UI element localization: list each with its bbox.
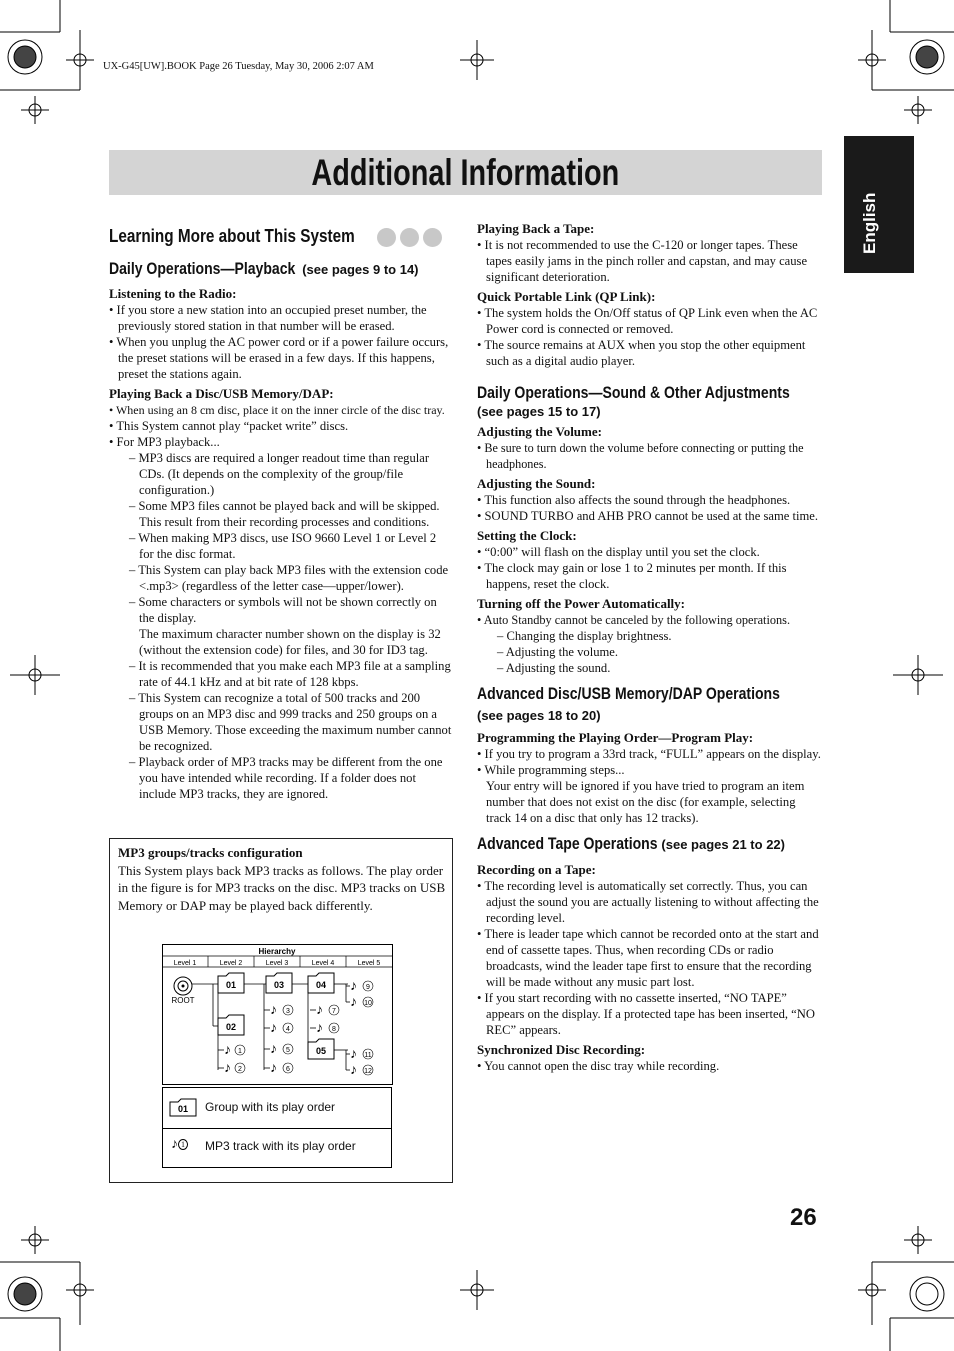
mp3-item: – Some characters or symbols will not be shown correctly on the display.: [129, 595, 437, 625]
sound-item: • SOUND TURBO and AHB PRO cannot be used at the same time.: [477, 509, 819, 523]
mp3-box-title: MP3 groups/tracks configuration: [118, 845, 303, 860]
music-note-icon: ♪: [270, 1019, 277, 1035]
folder-icon: [169, 1097, 197, 1117]
mp3-item: – This System can play back MP3 files with the extension code <.mp3> (regardless of the letter case—upper/lower).: [129, 563, 449, 593]
rec-item: • There is leader tape which cannot be recorded onto at the start and end of cassette tapes. Thus, when recording CDs or radio broadcasts, wind the leader tape first to ensure that the recording will be made without any music part lost.: [477, 927, 819, 989]
track-number: 9: [366, 984, 370, 991]
section-heading: Learning More about This System: [109, 226, 355, 246]
music-note-icon: ♪: [316, 1019, 323, 1035]
sound-item: • This function also affects the sound through the headphones.: [477, 493, 791, 507]
playback-body: [109, 286, 454, 802]
volume-title: Adjusting the Volume:: [477, 424, 602, 439]
prog-item: • If you try to program a 33rd track, “FULL” appears on the display.: [477, 747, 821, 761]
clock-item: • The clock may gain or lose 1 to 2 minutes per month. If this happens, reset the clock.: [477, 561, 787, 591]
group-number: 04: [315, 980, 327, 990]
radio-item: • When you unplug the AC power cord or if a power failure occurs, the preset stations will be erased in a few days. If this happens, preset the stations again.: [109, 335, 449, 381]
sync-title: Synchronized Disc Recording:: [477, 1042, 646, 1057]
mp3-item: – MP3 discs are required a longer readout time than regular CDs. (It depends on the complexity of the group/file configuration.): [129, 451, 430, 497]
track-number: 8: [332, 1026, 336, 1033]
sync-item: • You cannot open the disc tray while recording.: [477, 1059, 720, 1073]
sound-heading: Daily Operations—Sound & Other Adjustments: [477, 384, 790, 402]
level-label: Level 1: [173, 960, 197, 967]
file-info-header: UX-G45[UW].BOOK Page 26 Tuesday, May 30, 2006 2:07 AM: [103, 61, 374, 72]
group-number: 03: [273, 980, 285, 990]
root-label: ROOT: [171, 996, 195, 1005]
music-note-icon: ♪: [316, 1001, 323, 1017]
track-number: 7: [332, 1008, 336, 1015]
prog-note: Your entry will be ignored if you have tried to program an item number that does not exist on the disc (for example, selecting track 14 on a disc that only has 12 tracks).: [486, 779, 805, 825]
right-column: [477, 221, 822, 1074]
diagram-legend: [162, 1087, 392, 1168]
root-disc-icon: [174, 977, 192, 995]
hierarchy-diagram: [162, 944, 394, 1086]
playback-heading: Daily Operations—Playback: [109, 260, 296, 278]
rec-item: • If you start recording with no cassette inserted, “NO TAPE” appears on the display. If a protected tape has been inserted, “NO REC” appears.: [477, 991, 815, 1037]
track-number: 1: [238, 1048, 242, 1055]
track-number: 11: [364, 1052, 372, 1059]
rec-title: Recording on a Tape:: [477, 862, 596, 877]
music-note-icon: ♪: [270, 1059, 277, 1075]
left-column: [109, 226, 454, 802]
qp-item: • The source remains at AUX when you stop the other equipment such as a digital audio player.: [477, 338, 806, 368]
track-number: 5: [286, 1047, 290, 1054]
language-tab-label: English: [860, 192, 879, 254]
title-bar: [109, 150, 822, 195]
adv-heading-row: [477, 686, 822, 706]
radio-title: Listening to the Radio:: [109, 286, 237, 301]
heading-dots: [377, 228, 446, 252]
hierarchy-label: Hierarchy: [258, 947, 296, 956]
disc-title: Playing Back a Disc/USB Memory/DAP:: [109, 386, 334, 401]
track-number: 2: [238, 1066, 242, 1073]
tape-title: Playing Back a Tape:: [477, 221, 595, 236]
volume-item: • Be sure to turn down the volume before connecting or putting the headphones.: [477, 441, 804, 471]
sound-heading-row: [477, 385, 822, 405]
group-number: 05: [315, 1046, 327, 1056]
level-label: Level 5: [357, 960, 381, 967]
mp3-item: – Playback order of MP3 tracks may be different from the one you have intended while recording. If a folder does not include MP3 tracks, they are ignored.: [129, 755, 443, 801]
clock-item: • “0:00” will flash on the display until you set the clock.: [477, 545, 760, 559]
power-sub-item: – Adjusting the volume.: [497, 645, 619, 659]
mp3-item: – This System can recognize a total of 500 tracks and 200 groups on an MP3 disc and 999 tracks and 250 groups on a USB Memory. Those exceeding the maximum number cannot be recognized.: [129, 691, 452, 753]
disc-item: • When using an 8 cm disc, place it on the inner circle of the disc tray.: [109, 403, 445, 417]
music-note-icon: ♪: [350, 993, 357, 1009]
power-sub-item: – Adjusting the sound.: [497, 661, 611, 675]
tape-item: • It is not recommended to use the C-120 or longer tapes. These tapes easily jams in the pinch roller and capstan, and may cause significant deterioration.: [477, 238, 808, 284]
mp3-item: – Some MP3 files cannot be played back and will be skipped. This result from their recording processes and conditions.: [129, 499, 440, 529]
level-label: Level 2: [219, 960, 243, 967]
power-item: • Auto Standby cannot be canceled by the following operations.: [477, 613, 791, 627]
track-number: 12: [364, 1068, 372, 1075]
mp3-note: The maximum character number shown on the display is 32 (without the extension code) for files, and 30 for ID3 tag.: [139, 627, 441, 657]
music-note-icon: ♪: [350, 977, 357, 993]
prog-item: • While programming steps...: [477, 763, 625, 777]
page-title: Additional Information: [311, 152, 620, 193]
mp3-item: – It is recommended that you make each MP3 file at a sampling rate of 44.1 kHz and at bit rate of 128 kbps.: [129, 659, 451, 689]
group-number: 01: [225, 980, 237, 990]
legend-group-number: 01: [177, 1104, 189, 1114]
group-number: 02: [225, 1022, 237, 1032]
playback-heading-row: [109, 260, 454, 282]
radio-item: • If you store a new station into an occupied preset number, the previously stored station in that number will be erased.: [109, 303, 427, 333]
adv-ref: (see pages 18 to 20): [477, 708, 601, 723]
clock-title: Setting the Clock:: [477, 528, 577, 543]
music-note-icon: ♪: [224, 1059, 231, 1075]
music-note-icon: ♪: [270, 1001, 277, 1017]
playback-ref: (see pages 9 to 14): [302, 262, 419, 277]
adv-heading: Advanced Disc/USB Memory/DAP Operations: [477, 685, 780, 703]
tape-adv-heading: Advanced Tape Operations: [477, 835, 658, 853]
disc-item: • For MP3 playback...: [109, 435, 220, 449]
section-heading-row: [109, 226, 454, 252]
music-note-icon: ♪: [350, 1045, 357, 1061]
mp3-box-text: [118, 844, 448, 914]
track-number: 4: [286, 1026, 290, 1033]
track-number: 10: [364, 1000, 372, 1007]
power-sub-item: – Changing the display brightness.: [497, 629, 672, 643]
track-number: 6: [286, 1066, 290, 1073]
tape-adv-ref: (see pages 21 to 22): [661, 837, 785, 852]
tape-adv-heading-row: [477, 836, 822, 858]
mp3-item: – When making MP3 discs, use ISO 9660 Level 1 or Level 2 for the disc format.: [129, 531, 437, 561]
prog-title: Programming the Playing Order—Program Play:: [477, 730, 754, 745]
power-title: Turning off the Power Automatically:: [477, 596, 685, 611]
rec-item: • The recording level is automatically set correctly. Thus, you can adjust the sound you are actually listening to without affecting the recording level.: [477, 879, 819, 925]
legend-track-label: MP3 track with its play order: [205, 1139, 356, 1153]
track-number: 3: [286, 1008, 290, 1015]
sound-title: Adjusting the Sound:: [477, 476, 596, 491]
legend-group-label: Group with its play order: [205, 1100, 336, 1114]
music-note-icon: ♪: [224, 1041, 231, 1057]
qp-title: Quick Portable Link (QP Link):: [477, 289, 656, 304]
disc-item: • This System cannot play “packet write” discs.: [109, 419, 349, 433]
music-note-icon: ♪ 1: [171, 1137, 188, 1153]
level-label: Level 4: [311, 960, 335, 967]
sound-ref: (see pages 15 to 17): [477, 404, 601, 419]
qp-item: • The system holds the On/Off status of QP Link even when the AC Power cord is connected or removed.: [477, 306, 818, 336]
page-number: 26: [790, 1204, 817, 1231]
music-note-icon: ♪: [270, 1040, 277, 1056]
music-note-icon: ♪: [350, 1061, 357, 1077]
level-label: Level 3: [265, 960, 289, 967]
mp3-config-box: [109, 838, 453, 1183]
mp3-box-desc: This System plays back MP3 tracks as follows. The play order in the figure is for MP3 tracks on the disc. MP3 tracks on USB Memory or DAP may be played back differently.: [118, 862, 446, 913]
